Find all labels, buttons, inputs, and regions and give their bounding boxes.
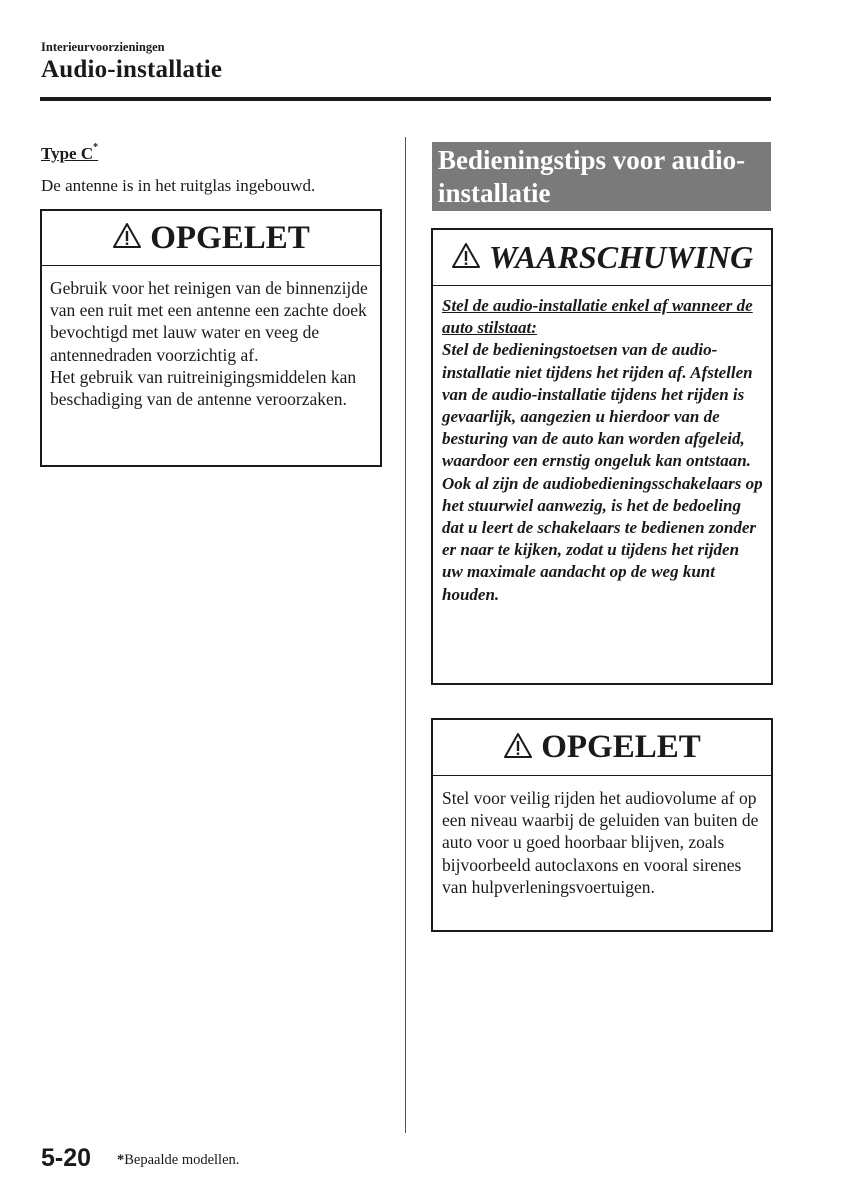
warning-paragraph: Stel de bedieningstoetsen van de audio-installatie niet tijdens het rijden af. Afstellen van de audio-installatie tijdens het rijden is gevaarlijk, aangezien u hierdoor van de besturing van de auto kan worden afgeleid, waardoor een ernstig ongeluk kan ontstaan. bbox=[442, 340, 753, 471]
section-label: Interieurvoorzieningen bbox=[41, 40, 165, 54]
column-divider bbox=[405, 137, 406, 1133]
caution-header bbox=[433, 720, 771, 776]
caution-paragraph: Het gebruik van ruitreinigingsmiddelen kan beschadiging van de antenne veroorzaken. bbox=[50, 366, 357, 410]
warning-triangle-icon bbox=[451, 242, 481, 274]
caution-body bbox=[42, 266, 380, 410]
caution-title: OPGELET bbox=[150, 219, 310, 256]
page-title: Audio-installatie bbox=[41, 56, 223, 83]
footnote bbox=[117, 1152, 239, 1169]
warning-triangle-icon bbox=[503, 732, 533, 764]
warning-triangle-icon bbox=[112, 222, 142, 254]
page-number: 5-20 bbox=[41, 1144, 92, 1172]
warning-body bbox=[433, 286, 771, 606]
warning-header bbox=[433, 230, 771, 286]
footnote-text: Bepaalde modellen. bbox=[124, 1152, 240, 1168]
warning-lead: Stel de audio-installatie enkel af wanneer de auto stilstaat: bbox=[442, 296, 753, 338]
warning-box bbox=[431, 228, 773, 685]
caution-body bbox=[433, 776, 771, 898]
type-heading bbox=[41, 144, 98, 164]
caution-title: OPGELET bbox=[541, 729, 701, 765]
type-heading-label: Type C bbox=[41, 144, 94, 163]
warning-paragraph: Ook al zijn de audiobedieningsschakelaars op het stuurwiel aanwezig, is het de bedoeling dat u leert de schakelaars te bedienen zonder er naar te kijken, zodat u tijdens het rijden uw maximale aandacht op de weg kunt houden. bbox=[442, 473, 763, 604]
footnote-mark: * bbox=[117, 1152, 125, 1168]
antenna-text: De antenne is in het ruitglas ingebouwd. bbox=[41, 176, 316, 195]
section-heading: Bedieningstips voor audio-installatie bbox=[432, 142, 771, 211]
asterisk-mark: * bbox=[93, 142, 99, 153]
caution-header bbox=[42, 211, 380, 266]
caution-box-volume bbox=[431, 718, 773, 932]
caution-paragraph: Gebruik voor het reinigen van de binnenzijde van een ruit met een antenne een zachte doek bevochtigd met lauw water en veeg de antennedraden voorzichtig af. bbox=[50, 278, 368, 365]
title-rule bbox=[40, 97, 771, 101]
warning-title: WAARSCHUWING bbox=[488, 239, 754, 275]
caution-box-antenna bbox=[40, 209, 382, 467]
caution-paragraph: Stel voor veilig rijden het audiovolume af op een niveau waarbij de geluiden van buiten de auto voor u goed hoorbaar blijven, zoals bijvoorbeeld autoclaxons en vooral sirenes van hulpverleningsvoertuigen. bbox=[442, 788, 759, 897]
